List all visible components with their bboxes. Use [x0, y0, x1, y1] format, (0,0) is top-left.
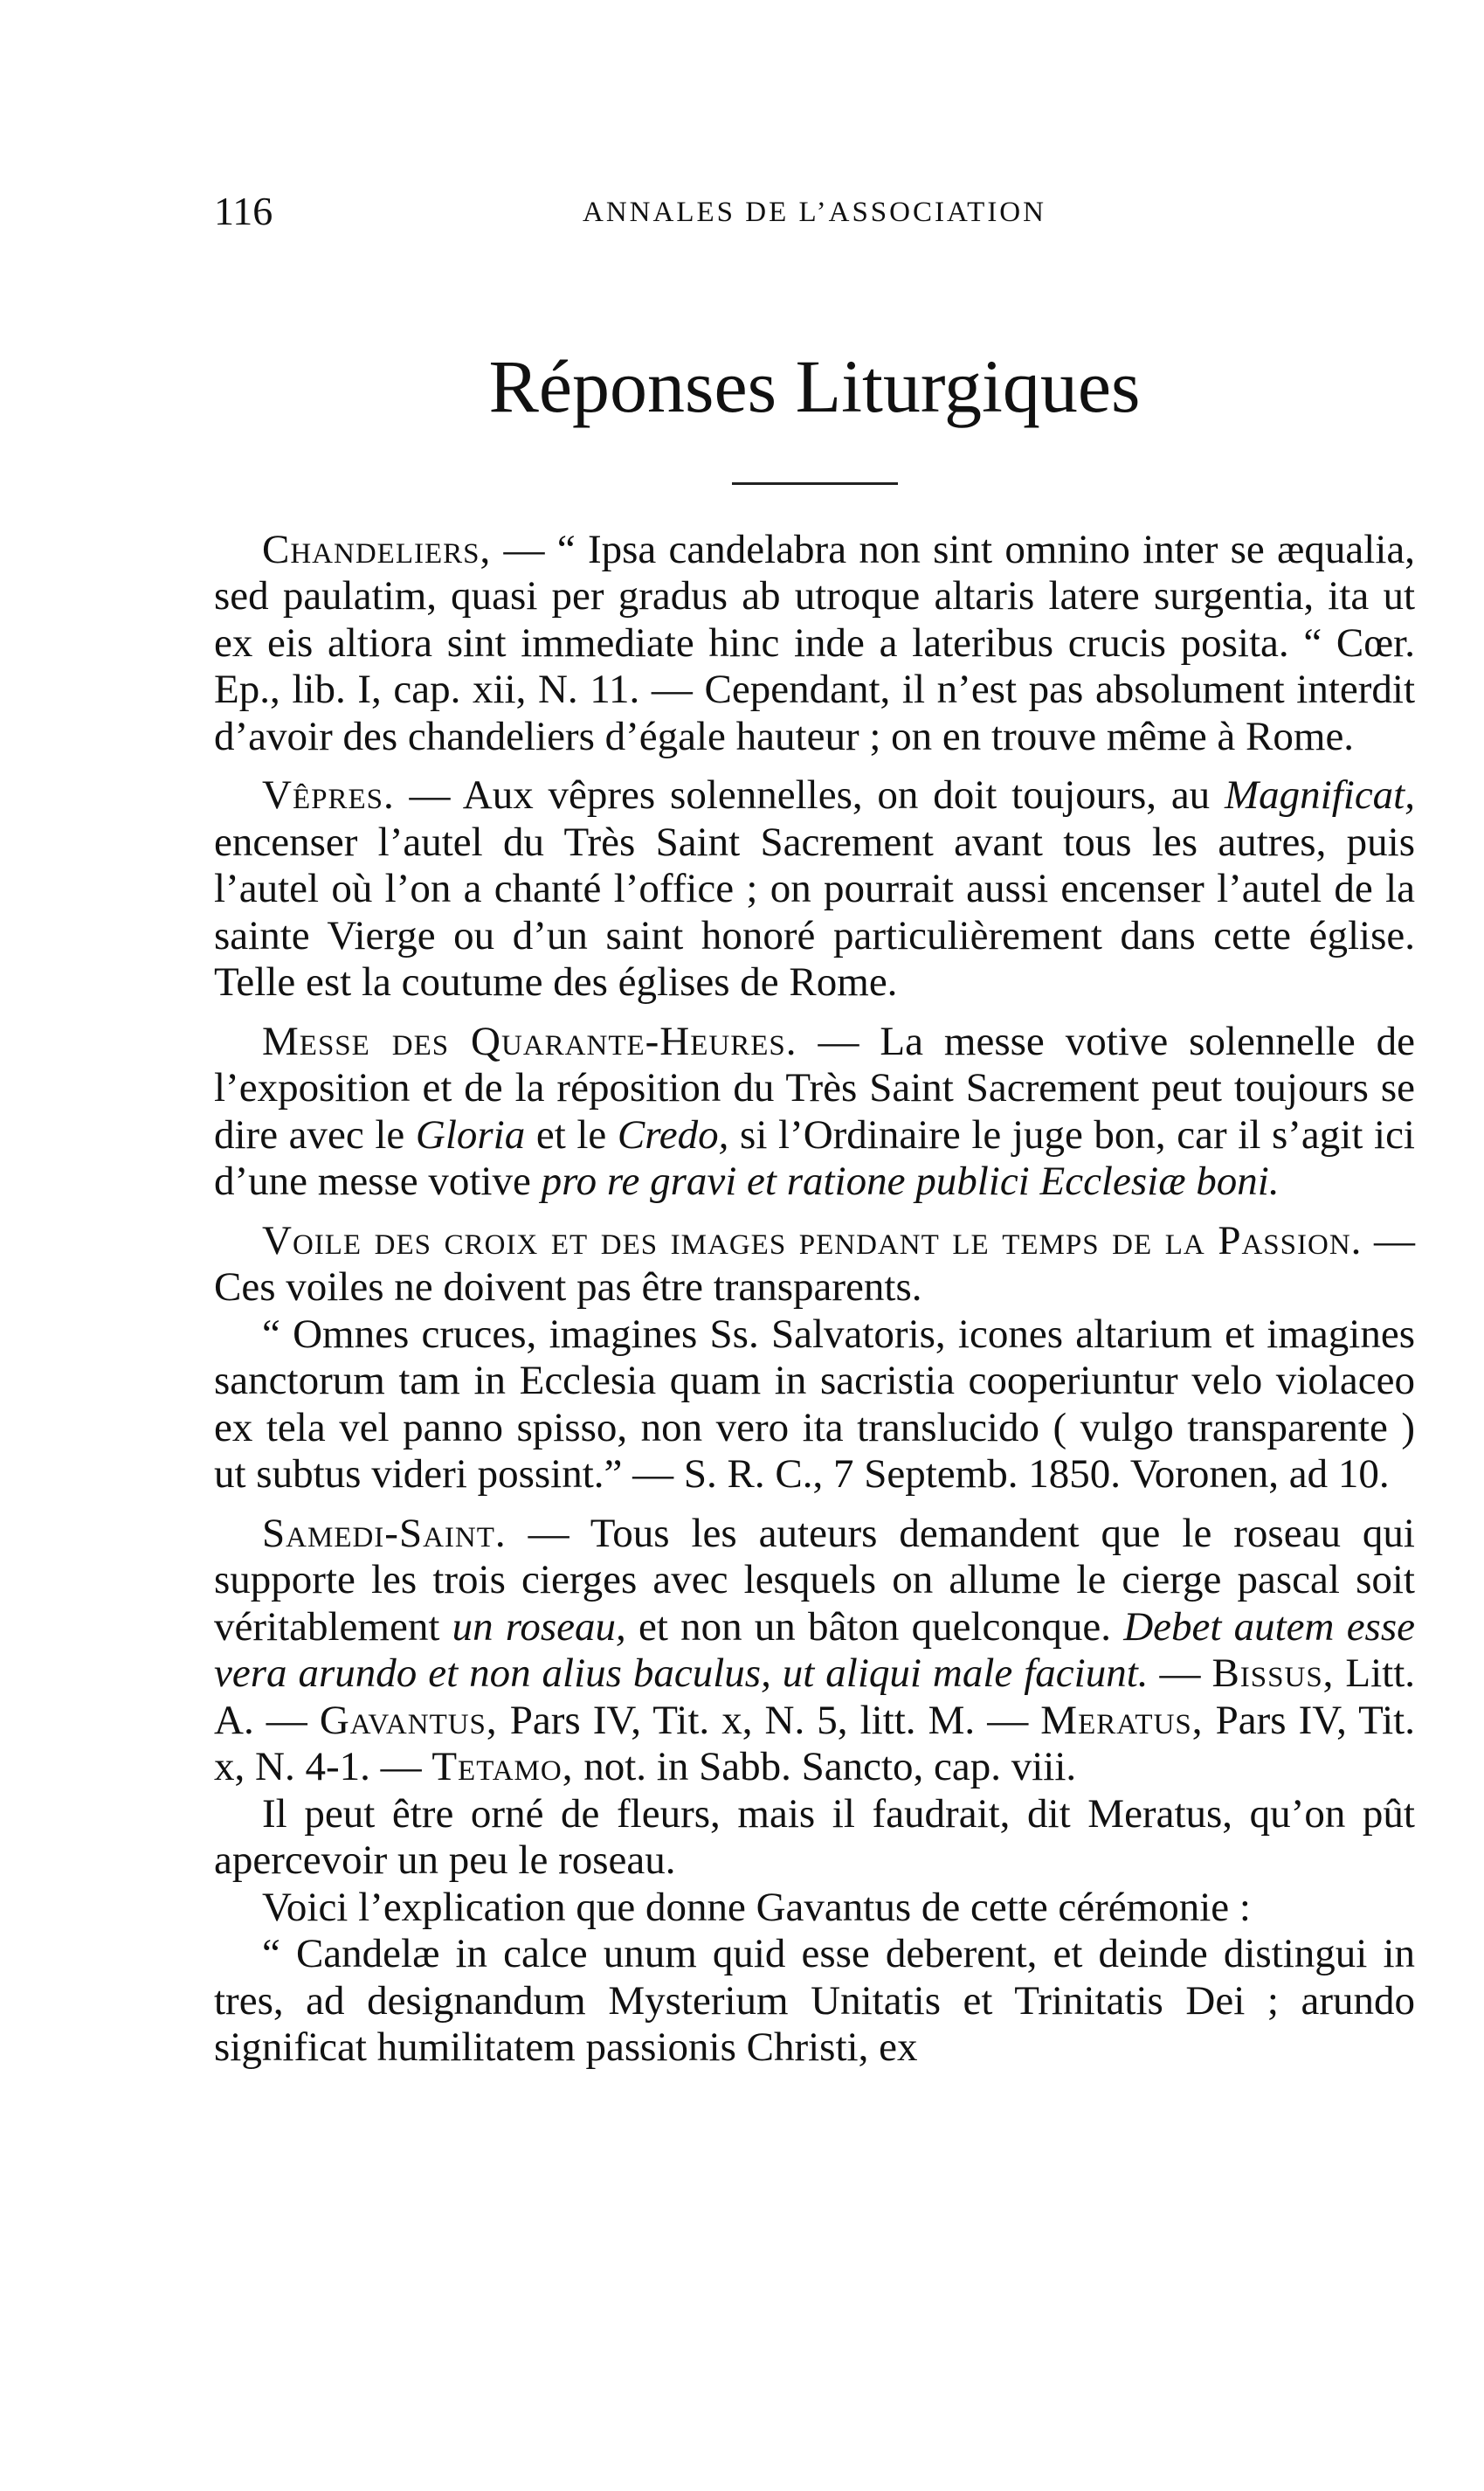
paragraph-samedi-4: “ Candelæ in calce unum quid esse deberent, et deinde distingui in tres, ad designandum Mysterium Unitatis et Trinitatis Dei ; arundo significat humilitatem passionis Christi, ex	[214, 1931, 1415, 2071]
author-tetamo: Tetamo,	[431, 1744, 574, 1790]
magnificat: Magnificat,	[1225, 772, 1415, 819]
paragraph-voile-quote: “ Omnes cruces, imagines Ss. Salvatoris, icones altarium et imagines sanctorum tam in Ecclesia quam in sacristia cooperiuntur velo violaceo ex tela vel panno spisso, non vero ita translucido ( vulgo transparente ) ut subtus videri possint.” — S. R. C., 7 Septemb. 1850. Voronen, ad 10.	[214, 1311, 1415, 1498]
paragraph-samedi-2: Il peut être orné de fleurs, mais il faudrait, dit Meratus, qu’on pût apercevoir un peu le roseau.	[214, 1790, 1415, 1884]
paragraph-messe	[214, 1019, 1415, 1206]
term-messe: Messe des Quarante-Heures.	[262, 1018, 797, 1064]
term-voile: Voile des croix et des images pendant le temps de la Passion.	[262, 1217, 1363, 1263]
author-bissus: Bissus,	[1211, 1650, 1335, 1697]
text-messe-1: — La messe votive solennelle de l’exposition et de la réposition du Très Saint Sacrement peut toujours se dire avec le	[214, 1018, 1415, 1158]
latin-samedi: Debet autem esse vera arundo et non alius baculus, ut aliqui male faciunt.	[214, 1603, 1415, 1697]
text-samedi-1: — Tous les auteurs demandent que le roseau qui supporte les trois cierges avec lesquels on allume le cierge pascal soit véritablement	[214, 1510, 1415, 1650]
text-samedi-2: et non un bâton quelconque.	[625, 1603, 1124, 1650]
paragraph-samedi	[214, 1511, 1415, 1791]
gloria: Gloria	[415, 1111, 526, 1158]
running-title: ANNALES DE L’ASSOCIATION	[583, 197, 1046, 228]
page-header	[214, 188, 1415, 240]
paragraph-chandeliers	[214, 527, 1415, 761]
page	[214, 188, 1415, 2072]
term-samedi: Samedi-Saint.	[262, 1510, 507, 1556]
text-samedi-3: —	[1148, 1650, 1212, 1697]
latin-messe: pro re gravi et ratione publici Ecclesiæ boni.	[541, 1159, 1280, 1205]
page-number: 116	[214, 189, 273, 233]
author-meratus: Meratus,	[1040, 1697, 1204, 1743]
term-chandeliers: Chandeliers,	[262, 526, 492, 572]
un-roseau: un roseau,	[452, 1603, 626, 1650]
text-vepres-1: — Aux vêpres solennelles, on doit toujours, au	[394, 772, 1225, 819]
text-voile-1: — Ces voiles ne doivent pas être transparents.	[214, 1217, 1415, 1311]
title-rule	[732, 482, 898, 485]
text-chandeliers: — “ Ipsa candelabra non sint omnino inter se æqualia, sed paulatim, quasi per gradus ab utroque altaris latere surgentia, ita ut ex eis altiora sint immediate hinc inde a lateribus crucis posita. “ Cœr. Ep., lib. I, cap. xii, N. 11. — Cependant, il n’est pas absolument interdit d’avoir des chandeliers d’égale hauteur ; on en trouve même à Rome.	[214, 526, 1415, 759]
paragraph-samedi-3: Voici l’explication que donne Gavantus de cette cérémonie :	[262, 1884, 1251, 1930]
term-vepres: Vêpres.	[262, 772, 395, 819]
text-messe-3: si l’Ordinaire le juge bon, car il s’agit ici d’une messe votive	[214, 1111, 1415, 1205]
text-samedi-6: Pars IV, Tit. x, N. 4-1. —	[214, 1697, 1415, 1790]
page-title: Réponses Liturgiques	[488, 344, 1141, 428]
text-samedi-4: Litt. A. —	[214, 1650, 1416, 1743]
text-vepres-2: encenser l’autel du Très Saint Sacrement avant tous les autres, puis l’autel où l’on a chanté l’office ; on pourrait aussi encenser l’autel de la sainte Vierge ou d’un saint honoré particulièrement dans cette église. Telle est la coutume des églises de Rome.	[214, 819, 1415, 1006]
text-samedi-5: Pars IV, Tit. x, N. 5, litt. M. —	[497, 1697, 1041, 1743]
paragraph-vepres	[214, 772, 1415, 1007]
paragraph-voile	[214, 1218, 1415, 1311]
text-messe-2: et le	[525, 1111, 618, 1158]
text-samedi-7: not. in Sabb. Sancto, cap. viii.	[573, 1744, 1077, 1790]
author-gavantus: Gavantus,	[319, 1697, 498, 1743]
credo: Credo,	[617, 1111, 729, 1158]
